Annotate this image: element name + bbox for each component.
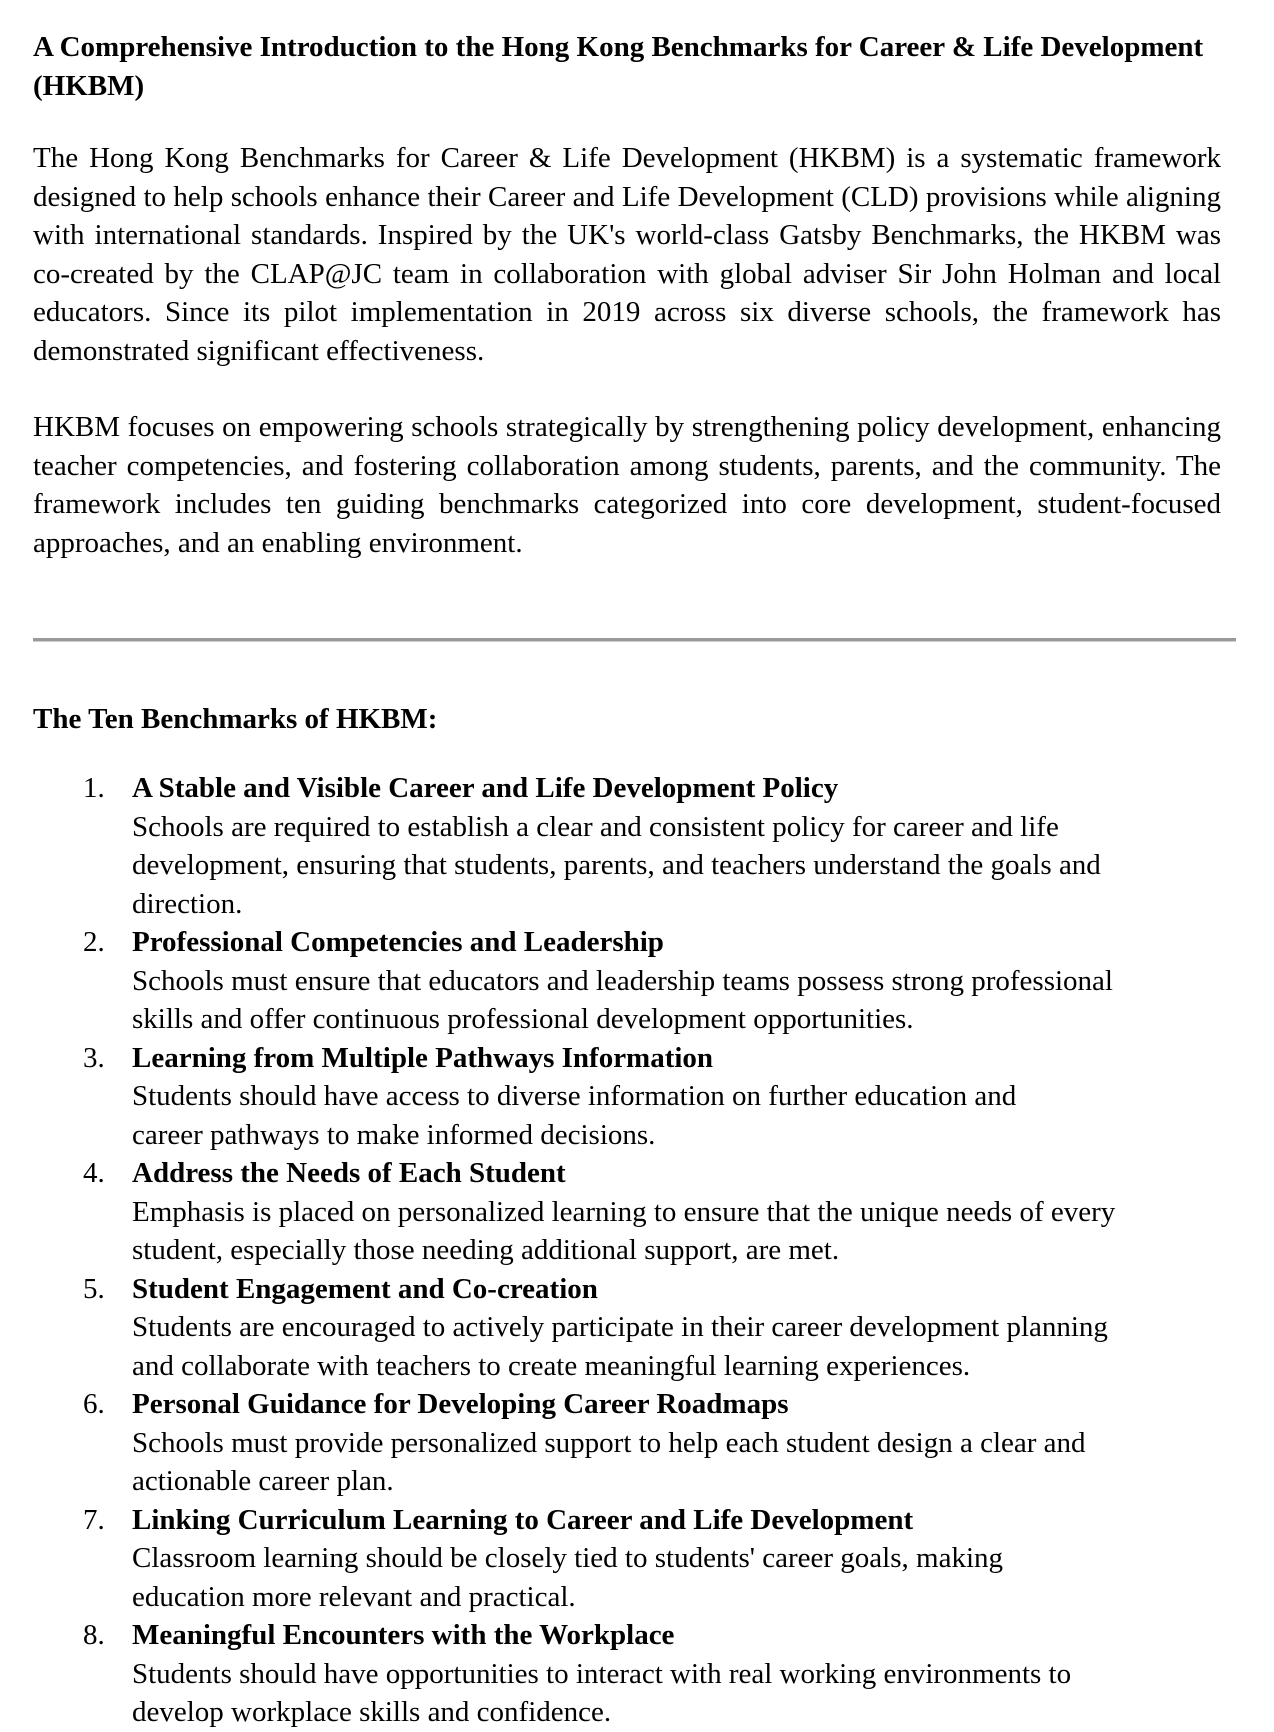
- horizontal-divider: [33, 638, 1236, 642]
- benchmark-title: Personal Guidance for Developing Career Roadmaps: [132, 1388, 789, 1420]
- benchmark-description: Emphasis is placed on personalized learning to ensure that the unique needs of every student, especially those needing additional support, are met.: [132, 1195, 1116, 1266]
- benchmark-description: Classroom learning should be closely tied to students' career goals, making education more relevant and practical.: [132, 1542, 1004, 1613]
- benchmark-item: [33, 923, 1236, 1039]
- benchmark-number: 8.: [83, 1619, 105, 1651]
- benchmark-item: [33, 1154, 1236, 1270]
- benchmark-title: Meaningful Encounters with the Workplace: [132, 1619, 675, 1651]
- focus-paragraph: HKBM focuses on empowering schools strategically by strengthening policy development, enhancing teacher competencies, and fostering collaboration among students, parents, and the community. The framework includes ten guiding benchmarks categorized into core development, student-focused approaches, and an enabling environment.: [33, 411, 1221, 559]
- benchmark-item: [33, 1501, 1236, 1617]
- benchmark-title: Learning from Multiple Pathways Information: [132, 1041, 714, 1074]
- benchmark-title: Linking Curriculum Learning to Career and Life Development: [132, 1503, 914, 1536]
- benchmark-description: Schools are required to establish a clear and consistent policy for career and life development, ensuring that students, parents, and teachers understand the goals and direction.: [132, 810, 1101, 920]
- benchmark-title: A Stable and Visible Career and Life Development Policy: [132, 772, 839, 804]
- benchmark-description: Students are encouraged to actively participate in their career development planning and collaborate with teachers to create meaningful learning experiences.: [132, 1311, 1108, 1382]
- benchmark-number: 3.: [83, 1041, 105, 1074]
- benchmark-number: 2.: [83, 926, 105, 958]
- benchmark-description: Schools must provide personalized support to help each student design a clear and actionable career plan.: [132, 1426, 1086, 1497]
- document-title: A Comprehensive Introduction to the Hong Kong Benchmarks for Career & Life Development (HKBM): [33, 31, 1204, 102]
- benchmarks-section-title: The Ten Benchmarks of HKBM:: [33, 703, 438, 735]
- benchmark-description: Schools must ensure that educators and leadership teams possess strong professional skills and offer continuous professional development opportunities.: [132, 964, 1113, 1035]
- benchmark-number: 5.: [83, 1272, 105, 1305]
- benchmark-item: [33, 1039, 1236, 1155]
- benchmark-number: 6.: [83, 1388, 105, 1420]
- benchmark-title: Student Engagement and Co-creation: [132, 1272, 598, 1305]
- benchmark-number: 4.: [83, 1157, 105, 1189]
- benchmark-item: [33, 1616, 1236, 1732]
- benchmark-description: Students should have access to diverse information on further education and career pathways to make informed decisions.: [132, 1080, 1017, 1151]
- benchmark-item: [33, 1270, 1236, 1386]
- benchmark-title: Address the Needs of Each Student: [132, 1157, 566, 1189]
- benchmark-item: [33, 1385, 1236, 1501]
- benchmark-title: Professional Competencies and Leadership: [132, 926, 664, 958]
- benchmark-number: 1.: [83, 772, 105, 804]
- benchmark-description: Students should have opportunities to interact with real working environments to develop workplace skills and confidence.: [132, 1657, 1072, 1728]
- benchmark-item: [33, 769, 1236, 923]
- intro-paragraph: The Hong Kong Benchmarks for Career & Life Development (HKBM) is a systematic framework designed to help schools enhance their Career and Life Development (CLD) provisions while aligning with international standards. Inspired by the UK's world-class Gatsby Benchmarks, the HKBM was co-created by the CLAP@JC team in collaboration with global adviser Sir John Holman and local educators. Since its pilot implementation in 2019 across six diverse schools, the framework has demonstrated significant effectiveness.: [33, 142, 1221, 367]
- benchmark-number: 7.: [83, 1503, 105, 1536]
- benchmarks-list: [33, 769, 1236, 1732]
